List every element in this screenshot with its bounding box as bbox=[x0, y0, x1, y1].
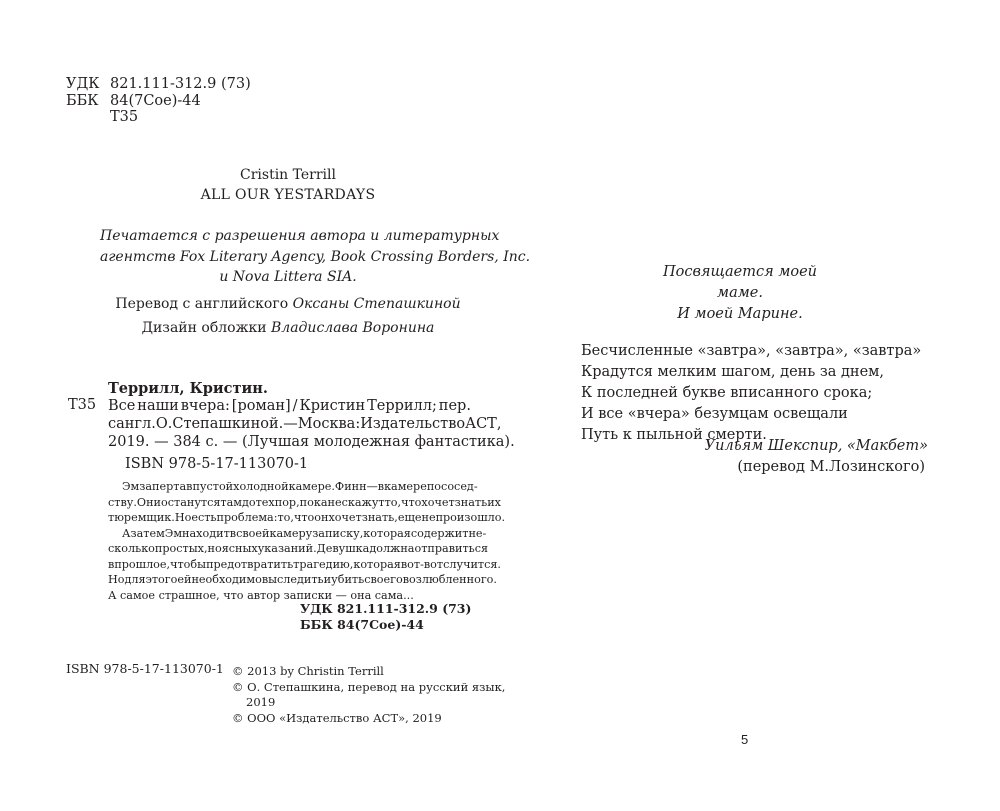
book-abstract bbox=[108, 479, 506, 603]
permission-line: агентств Fox Literary Agency, Book Crossing Borders, Inc. bbox=[100, 248, 531, 265]
classification-row bbox=[66, 109, 251, 126]
translation-prefix: Перевод с английского bbox=[115, 296, 289, 312]
abstract-word: прошлое, bbox=[114, 557, 171, 571]
classification-label bbox=[66, 109, 110, 126]
abstract-word: то, bbox=[277, 511, 294, 524]
abstract-word: хочет bbox=[328, 511, 362, 524]
poem-line: Бесчисленные «завтра», «завтра», «завтра» bbox=[581, 343, 922, 359]
abstract-word: случится. bbox=[443, 557, 501, 571]
abstract-word: то, bbox=[384, 495, 402, 509]
abstract-word: находит bbox=[182, 526, 230, 540]
abstract-word: предотвратить bbox=[206, 557, 294, 571]
bib-word: Москва: bbox=[297, 416, 361, 432]
abstract-word: произошло. bbox=[435, 511, 506, 524]
abstract-word: Финн bbox=[334, 480, 367, 493]
bib-word: [роман] bbox=[231, 398, 291, 414]
translator-name: Оксаны Степашкиной bbox=[292, 296, 461, 312]
abstract-word: ству. bbox=[108, 495, 137, 509]
copyright-block bbox=[232, 664, 505, 726]
classification-value: 821.111-312.9 (73) bbox=[110, 76, 251, 92]
cover-designer-name: Владислава Воронина bbox=[271, 320, 435, 336]
classification-label: УДК bbox=[66, 76, 100, 92]
abstract-word: пока bbox=[299, 495, 328, 509]
abstract-word: не bbox=[421, 511, 436, 524]
copyright-line: © 2013 by Christin Terrill bbox=[232, 664, 384, 678]
abstract-word: А bbox=[122, 526, 131, 540]
abstract-word: указаний. bbox=[257, 542, 317, 555]
abstract-line bbox=[108, 557, 501, 573]
title-latin: ALL OUR YESTARDAYS bbox=[200, 187, 376, 203]
translation-credit bbox=[100, 296, 476, 312]
abstract-word: записку, bbox=[312, 526, 364, 540]
abstract-word: не- bbox=[468, 526, 487, 540]
bib-line bbox=[108, 397, 471, 415]
abstract-word: по bbox=[426, 480, 442, 493]
abstract-word: Но bbox=[108, 573, 125, 586]
abstract-word: еще bbox=[397, 511, 422, 524]
abstract-word: камере bbox=[384, 480, 427, 493]
bib-word: англ. bbox=[116, 416, 156, 432]
classification-value: Т35 bbox=[110, 109, 139, 125]
abstract-word: Но bbox=[174, 511, 192, 524]
abstract-word: тюремщик. bbox=[108, 511, 175, 524]
isbn-bottom: ISBN 978-5-17-113070-1 bbox=[66, 661, 224, 676]
abstract-word: отправиться bbox=[414, 542, 489, 555]
bottom-udk: УДК 821.111-312.9 (73) bbox=[300, 601, 472, 616]
abstract-line bbox=[108, 572, 497, 588]
bib-word: пер. bbox=[438, 398, 471, 414]
abstract-word: хочет bbox=[421, 495, 455, 509]
bib-word: 2019. — 384 с. — (Лучшая молодежная фантастика). bbox=[108, 434, 515, 450]
abstract-word: простых, bbox=[154, 542, 208, 555]
abstract-word: которая bbox=[363, 526, 411, 540]
abstract-word: выследить bbox=[261, 573, 324, 586]
classification-row bbox=[66, 93, 251, 110]
bib-word: Степашкиной. bbox=[172, 416, 284, 432]
abstract-word: сосед- bbox=[441, 480, 478, 493]
abstract-word: необходимо bbox=[191, 573, 262, 586]
abstract-line bbox=[108, 526, 487, 542]
abstract-word: своего bbox=[364, 573, 403, 586]
abstract-word: есть bbox=[191, 511, 217, 524]
poem-line: Путь к пыльной смерти. bbox=[581, 427, 767, 443]
abstract-word: заперта bbox=[139, 480, 187, 493]
epigraph-attribution bbox=[705, 436, 928, 478]
abstract-word: тех bbox=[255, 495, 275, 509]
classification-block bbox=[66, 76, 251, 126]
attribution-author: Уильям Шекспир, bbox=[704, 438, 847, 454]
abstract-word: знать bbox=[454, 495, 488, 509]
abstract-word: в bbox=[377, 480, 385, 493]
bib-word: с bbox=[108, 416, 117, 432]
classification-row bbox=[66, 76, 251, 93]
abstract-word: в bbox=[229, 526, 237, 540]
dedication bbox=[640, 262, 840, 325]
abstract-word: Эм bbox=[122, 480, 140, 493]
abstract-word: останутся bbox=[161, 495, 221, 509]
dedication-line: И моей Марине. bbox=[677, 306, 803, 322]
poem-line: Крадутся мелким шагом, день за днем, bbox=[581, 364, 885, 380]
permission-line: и Nova Littera SIA. bbox=[219, 269, 357, 285]
abstract-word: убить bbox=[331, 573, 365, 586]
author-latin: Cristin Terrill bbox=[240, 167, 336, 183]
bib-word: / bbox=[292, 398, 298, 414]
abstract-word: ей bbox=[177, 573, 192, 586]
poem-line: И все «вчера» безумцам освещали bbox=[581, 406, 848, 422]
bottom-classification bbox=[300, 601, 472, 633]
abstract-word: он bbox=[314, 511, 329, 524]
abstract-word: скажут bbox=[341, 495, 385, 509]
abstract-word: и bbox=[323, 573, 332, 586]
copyright-line: 2019 bbox=[246, 695, 276, 709]
attribution-line bbox=[705, 436, 928, 457]
abstract-word: — bbox=[366, 480, 378, 493]
abstract-word: Девушка bbox=[316, 542, 370, 555]
abstract-word: Они bbox=[136, 495, 161, 509]
abstract-line bbox=[108, 495, 501, 511]
bib-word: вчера: bbox=[180, 398, 230, 414]
bib-word: Издательство bbox=[360, 416, 466, 432]
bib-heading: Террилл, Кристин. bbox=[108, 380, 268, 397]
attribution-work: «Макбет» bbox=[846, 438, 928, 454]
abstract-line bbox=[108, 541, 489, 557]
bib-description bbox=[108, 397, 515, 451]
attribution-translation: (перевод М.Лозинского) bbox=[737, 459, 925, 475]
cover-design-prefix: Дизайн обложки bbox=[141, 320, 267, 336]
abstract-word: Эм bbox=[164, 526, 183, 540]
abstract-word: в bbox=[108, 557, 115, 571]
abstract-word: чтобы bbox=[170, 557, 207, 571]
right-page bbox=[500, 0, 1000, 811]
abstract-word: сколько bbox=[108, 542, 155, 555]
bib-word: Кристин bbox=[299, 398, 366, 414]
cover-design-credit bbox=[100, 320, 476, 336]
abstract-word: содержит bbox=[410, 526, 469, 540]
abstract-word: вот-вот bbox=[400, 557, 444, 571]
abstract-word: проблема: bbox=[216, 511, 278, 524]
abstract-word: там bbox=[220, 495, 242, 509]
bib-word: О. bbox=[155, 416, 173, 432]
abstract-word: пустой bbox=[192, 480, 234, 493]
page-number: 5 bbox=[741, 732, 749, 747]
permission-note bbox=[100, 226, 531, 288]
abstract-word: что bbox=[401, 495, 422, 509]
bib-author-code: Т35 bbox=[68, 397, 97, 413]
classification-value: 84(7Сое)-44 bbox=[110, 92, 201, 109]
classification-label: ББК bbox=[66, 92, 99, 109]
abstract-word: своей bbox=[236, 526, 270, 540]
abstract-word: в bbox=[186, 480, 193, 493]
bib-word: АСТ, bbox=[465, 416, 502, 432]
abstract-word: до bbox=[241, 495, 256, 509]
abstract-word: но bbox=[207, 542, 222, 555]
abstract-word: что bbox=[293, 511, 315, 524]
abstract-word: возлюбленного. bbox=[402, 573, 497, 586]
abstract-word: А самое страшное, что автор записки — она сама... bbox=[108, 588, 414, 602]
bib-isbn: ISBN 978-5-17-113070-1 bbox=[125, 456, 309, 472]
copyright-line: © О. Степашкина, перевод на русский язык, bbox=[232, 679, 506, 694]
abstract-word: камере. bbox=[288, 480, 335, 493]
abstract-line bbox=[108, 510, 506, 526]
abstract-word: не bbox=[327, 495, 342, 509]
abstract-word: которая bbox=[353, 557, 401, 571]
abstract-word: трагедию, bbox=[293, 557, 354, 571]
abstract-word: этого bbox=[145, 573, 178, 586]
poem-line: К последней букве вписанного срока; bbox=[581, 385, 873, 401]
abstract-word: должна bbox=[369, 542, 415, 555]
abstract-word: их bbox=[487, 495, 501, 509]
abstract-line bbox=[108, 479, 478, 495]
bib-word: — bbox=[283, 416, 298, 432]
abstract-word: холодной bbox=[233, 480, 289, 493]
bib-line bbox=[108, 433, 515, 451]
bib-word: Террилл; bbox=[367, 398, 437, 414]
dedication-line: Посвящается моей маме. bbox=[662, 264, 818, 301]
abstract-word: знать, bbox=[361, 511, 398, 524]
bib-line bbox=[108, 415, 502, 433]
epigraph-poem bbox=[581, 341, 921, 446]
bottom-bbk: ББК 84(7Сое)-44 bbox=[300, 617, 424, 632]
abstract-word: камеру bbox=[269, 526, 313, 540]
abstract-word: для bbox=[124, 573, 146, 586]
copyright-line: © ООО «Издательство АСТ», 2019 bbox=[232, 710, 442, 725]
permission-line: Печатается с разрешения автора и литературных bbox=[100, 228, 500, 244]
abstract-word: затем bbox=[130, 526, 165, 540]
bib-word: Все bbox=[108, 398, 136, 414]
bib-word: наши bbox=[137, 398, 179, 414]
abstract-word: ясных bbox=[221, 542, 258, 555]
abstract-word: пор, bbox=[274, 495, 300, 509]
